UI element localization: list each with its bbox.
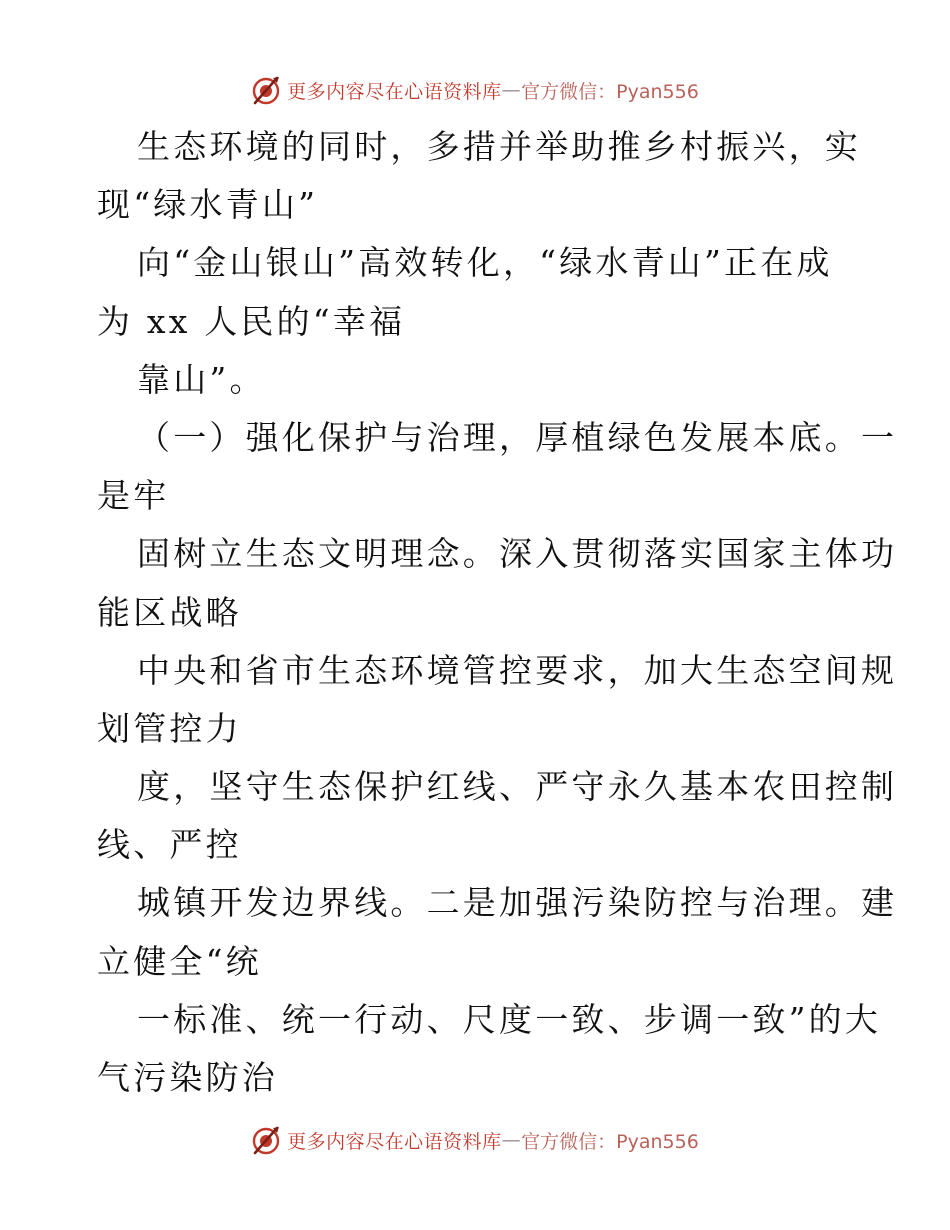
body-line: 能区战略 (97, 592, 242, 632)
body-line: 靠山”。 (137, 359, 266, 399)
body-line: 现“绿水青山” (97, 185, 319, 225)
body-line: 线、严控 (97, 825, 242, 865)
quill-seal-icon (251, 1125, 281, 1155)
body-line: 一标准、统一行动、尺度一致、步调一致”的大 (137, 999, 882, 1039)
document-body (97, 118, 898, 1107)
body-line: 划管控力 (97, 708, 242, 748)
body-line: 气污染防治 (97, 1058, 278, 1097)
footer-separator: — (501, 1129, 522, 1151)
footer-wechat-label: 官方微信：Pyan556 (521, 1130, 699, 1153)
quill-seal-icon (251, 75, 281, 105)
body-line: 是牢 (97, 476, 170, 516)
header-banner (0, 70, 950, 110)
header-separator: — (501, 79, 522, 101)
footer-banner-text: 更多内容尽在心语资料库 (287, 1130, 502, 1153)
body-line: 度，坚守生态保护红线、严守永久基本农田控制 (137, 767, 898, 807)
body-line: 立健全“统 (97, 941, 262, 981)
footer-banner (0, 1120, 950, 1160)
header-wechat-label: 官方微信：Pyan556 (521, 80, 699, 103)
body-line: 生态环境的同时，多措并举助推乡村振兴，实 (137, 127, 861, 166)
body-line: 中央和省市生态环境管控要求，加大生态空间规 (137, 650, 898, 690)
body-line: 城镇开发边界线。二是加强污染防控与治理。建 (137, 883, 898, 923)
body-line: （一）强化保护与治理，厚植绿色发展本底。一 (137, 417, 898, 457)
body-line: 为 xx 人民的“幸福 (97, 301, 406, 341)
body-line: 固树立生态文明理念。深入贯彻落实国家主体功 (137, 534, 898, 574)
header-banner-text: 更多内容尽在心语资料库 (287, 80, 502, 103)
body-line: 向“金山银山”高效转化，“绿水青山”正在成 (137, 243, 833, 283)
